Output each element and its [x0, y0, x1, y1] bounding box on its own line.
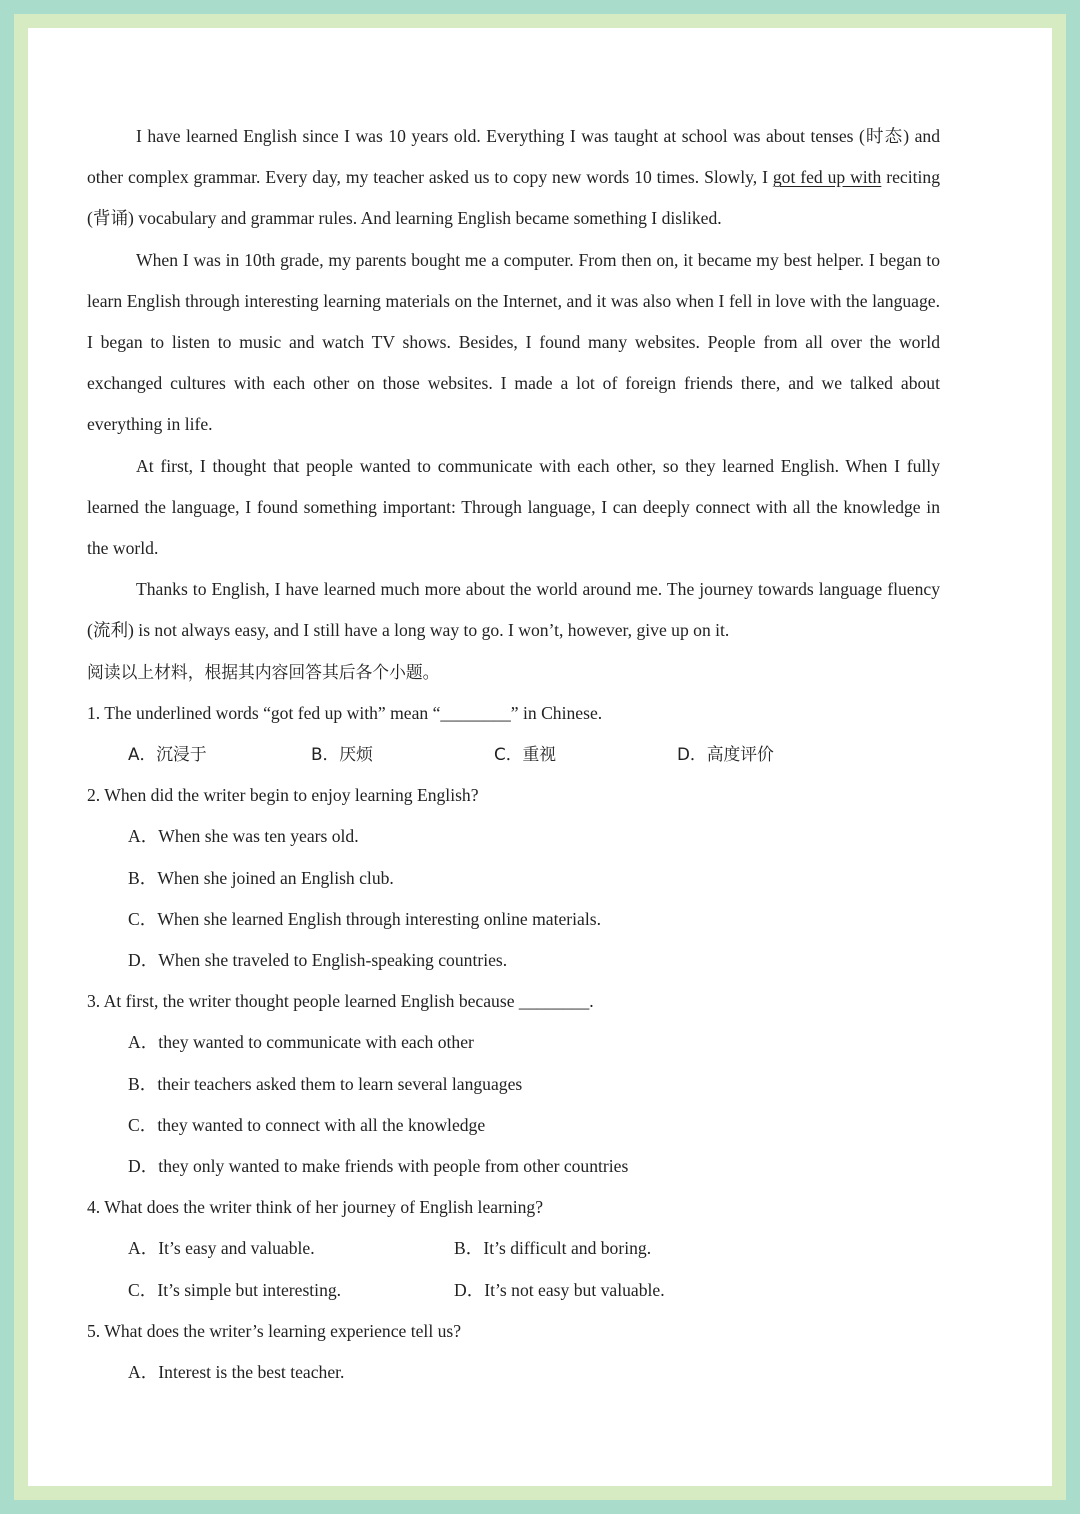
- option-a[interactable]: A．they wanted to communicate with each other: [128, 1032, 474, 1053]
- option-a[interactable]: A．沉浸于: [128, 744, 207, 765]
- question-3-stem: 3. At first, the writer thought people learned English because ________.: [87, 991, 594, 1012]
- question-4-options-row-2: [87, 1270, 940, 1311]
- option-d[interactable]: D．they only wanted to make friends with people from other countries: [128, 1156, 629, 1177]
- underlined-phrase: got fed up with: [772, 167, 882, 188]
- question-2-stem: 2. When did the writer begin to enjoy learning English?: [87, 785, 479, 806]
- passage-text: I have learned English since I was 10 years old. Everything I was taught at school was about tenses (时态) and other complex grammar. Every day, my teacher asked us to copy new words 10 times. Slowly, I: [87, 126, 940, 188]
- option-c[interactable]: C．重视: [494, 744, 557, 765]
- option-b[interactable]: B．It’s difficult and boring.: [454, 1238, 652, 1259]
- option-c[interactable]: C．When she learned English through interesting online materials.: [128, 908, 601, 929]
- document-content: [87, 116, 940, 1393]
- question-4-options-row-1: [87, 1228, 940, 1269]
- option-d[interactable]: D．When she traveled to English-speaking countries.: [128, 950, 508, 971]
- option-c[interactable]: C．they wanted to connect with all the knowledge: [128, 1114, 486, 1135]
- question-4-stem: 4. What does the writer think of her journey of English learning?: [87, 1197, 544, 1218]
- option-b[interactable]: B．their teachers asked them to learn several languages: [128, 1073, 523, 1094]
- option-c[interactable]: C．It’s simple but interesting.: [128, 1279, 342, 1300]
- option-b[interactable]: B．When she joined an English club.: [128, 867, 394, 888]
- option-a[interactable]: A．It’s easy and valuable.: [128, 1238, 315, 1259]
- question-1-options: [87, 734, 940, 775]
- question-5-stem: 5. What does the writer’s learning experience tell us?: [87, 1320, 462, 1341]
- instruction: 阅读以上材料，根据其内容回答其后各个小题。: [87, 661, 440, 682]
- option-d[interactable]: D．高度评价: [677, 744, 774, 765]
- passage-paragraph-3: At first, I thought that people wanted to communicate with each other, so they learned English. When I fully learned the language, I found something important: Through language, I can deeply connect with all the knowledge in the world.: [87, 455, 940, 559]
- option-a[interactable]: A．Interest is the best teacher.: [128, 1362, 345, 1383]
- option-a[interactable]: A．When she was ten years old.: [128, 826, 359, 847]
- question-1-stem: 1. The underlined words “got fed up with” mean “________” in Chinese.: [87, 702, 603, 723]
- option-d[interactable]: D．It’s not easy but valuable.: [454, 1279, 665, 1300]
- passage-paragraph-2: When I was in 10th grade, my parents bought me a computer. From then on, it became my best helper. I began to learn English through interesting learning materials on the Internet, and it was also when I fell in love with the language. I began to listen to music and watch TV shows. Besides, I found many websites. People from all over the world exchanged cultures with each other on those websites. I made a lot of foreign friends there, and we talked about everything in life.: [87, 249, 940, 435]
- passage-paragraph-1: [87, 116, 940, 240]
- option-b[interactable]: B．厌烦: [311, 744, 373, 765]
- passage-paragraph-4: Thanks to English, I have learned much more about the world around me. The journey towards language fluency (流利) is not always easy, and I still have a long way to go. I won’t, however, give up on it.: [87, 579, 940, 641]
- passage-text: reciting (背诵) vocabulary and grammar rules. And learning English became something I disliked.: [87, 167, 940, 229]
